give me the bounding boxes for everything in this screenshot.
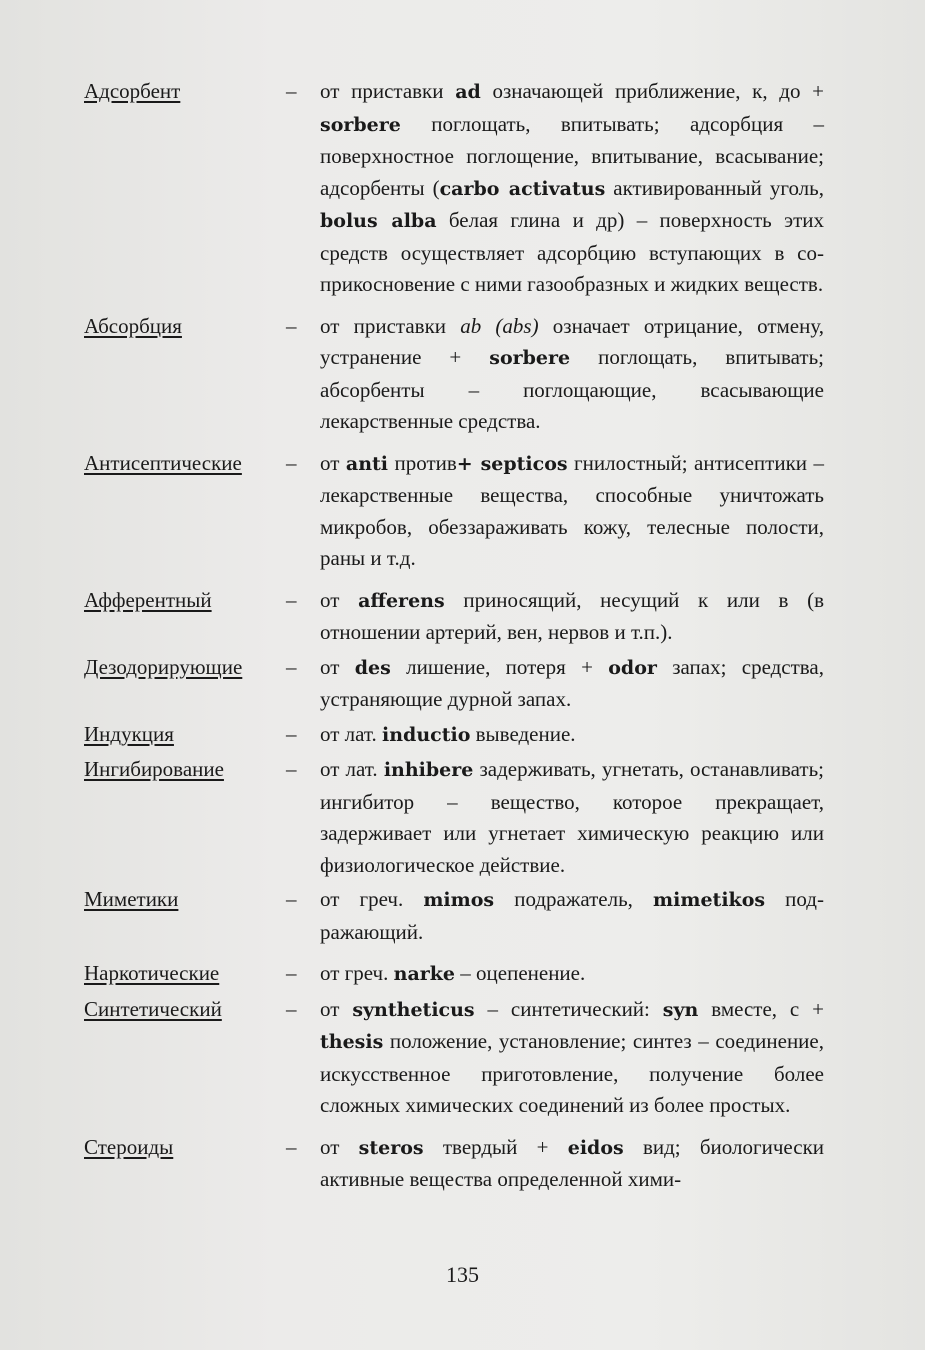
definition-text: вместе, с +	[698, 996, 824, 1021]
glossary-entry	[84, 448, 826, 575]
definition-text: запах; средства, устраняющие дурной запах.	[320, 654, 825, 711]
definition-text: против	[388, 450, 457, 475]
latin-term: ad	[455, 81, 481, 103]
glossary-entry	[84, 884, 826, 948]
glossary-entry	[84, 958, 826, 991]
definition-text: от греч.	[320, 887, 424, 911]
definition-text: поглощать, впитывать; адсорбция – поверхностное поглощение, впитывание, всасывание; адсорбенты (	[320, 111, 824, 200]
definition-text: от	[320, 450, 346, 475]
definition-text: от	[320, 587, 359, 612]
entry-definition	[320, 652, 824, 716]
entry-term: Синтетический	[84, 996, 222, 1021]
entry-spacer	[84, 301, 826, 311]
definition-text: активированный уголь,	[605, 175, 824, 200]
entry-term: Антисептические	[84, 450, 242, 475]
entry-spacer	[84, 575, 826, 585]
glossary-entry	[84, 311, 826, 438]
entry-term: Миметики	[84, 887, 179, 911]
entry-definition	[320, 76, 824, 301]
page-number: 135	[446, 1262, 479, 1287]
glossary-entry	[84, 585, 826, 649]
entry-definition	[320, 754, 824, 881]
definition-text: положение, установление; синтез – соединение, искусственное приготовление, получение более сложных химических соединений из более простых.	[320, 1029, 824, 1117]
latin-term: afferens	[358, 589, 445, 612]
entry-dash: –	[286, 654, 297, 679]
definition-text: от греч.	[320, 961, 394, 985]
entry-dash: –	[286, 961, 297, 985]
entry-term: Дезодорирующие	[84, 654, 243, 679]
entry-definition	[320, 994, 824, 1122]
definition-text: задерживать, угнетать, останавливать; ингибитор – вещество, которое прекращает, задерживает или угнетает химическую реакцию или физиологическое действие.	[320, 757, 824, 877]
entry-definition	[320, 1132, 824, 1196]
latin-term: des	[354, 656, 391, 679]
entry-term: Ингибирование	[84, 757, 224, 781]
entry-definition	[320, 958, 824, 991]
definition-text: поглощать, впитывать; абсорбенты – поглощающие, всасывающие лекарственные средства.	[320, 345, 825, 433]
glossary-entry	[84, 994, 826, 1122]
latin-term: anti	[345, 452, 389, 475]
entry-term: Стероиды	[84, 1134, 174, 1159]
latin-term: inductio	[382, 723, 471, 746]
definition-text: от лат.	[320, 721, 383, 746]
entry-definition	[320, 585, 824, 649]
entry-definition	[320, 448, 824, 575]
definition-text: белая глина и др) – поверхность этих средств осуществляет адсорбцию вступающих в соприкосновение с ними газообразных и жидких веществ.	[320, 208, 824, 296]
latin-term: syn	[662, 998, 699, 1021]
glossary-entry	[84, 754, 826, 881]
latin-term: bolus alba	[320, 210, 437, 232]
entry-dash: –	[286, 450, 297, 475]
latin-term: sorbere	[320, 113, 401, 136]
entry-term: Абсорбция	[84, 313, 182, 338]
definition-text: от приставки	[320, 313, 461, 338]
latin-term: thesis	[320, 1031, 384, 1053]
definition-text: лишение, потеря +	[390, 654, 609, 679]
entry-term: Афферентный	[84, 587, 212, 612]
entry-dash: –	[286, 721, 297, 746]
definition-text: от	[320, 996, 353, 1021]
entry-dash: –	[286, 587, 297, 612]
entry-spacer	[84, 1122, 826, 1132]
latin-prefix: ab (abs)	[460, 313, 539, 338]
entry-spacer	[84, 438, 826, 448]
entry-dash: –	[286, 887, 297, 911]
latin-term: eidos	[567, 1136, 624, 1159]
definition-text: подражающий.	[320, 887, 824, 944]
glossary-entry	[84, 719, 826, 752]
latin-term: syntheticus	[352, 998, 475, 1021]
glossary-entry	[84, 76, 826, 301]
entry-term: Индукция	[84, 721, 174, 746]
entry-dash: –	[286, 996, 297, 1021]
glossary-entry	[84, 652, 826, 716]
definition-text: вид; биологически активные вещества определенной хими-	[320, 1134, 825, 1191]
entry-dash: –	[286, 79, 297, 103]
latin-term: carbo activatus	[439, 177, 606, 200]
entry-spacer	[84, 948, 826, 958]
entry-term: Адсорбент	[84, 79, 181, 103]
definition-text: подражатель,	[494, 887, 654, 911]
definition-text: гнилостный; антисептики – лекарственные вещества, способные уничтожать микробов, обеззараживать кожу, телесные полости, раны и т.д.	[320, 450, 825, 570]
entry-term: Наркотические	[84, 961, 220, 985]
definition-text: от	[320, 1134, 359, 1159]
latin-term: mimos	[423, 889, 495, 911]
entry-dash: –	[286, 313, 297, 338]
entry-definition	[320, 311, 824, 438]
latin-term: + septicos	[456, 452, 568, 475]
definition-text: – оцепенение.	[455, 961, 586, 985]
entry-definition	[320, 719, 824, 752]
latin-term: sorbere	[489, 347, 571, 369]
latin-term: mimetikos	[653, 889, 766, 911]
definition-text: от	[320, 654, 355, 679]
definition-text: выведение.	[470, 721, 576, 746]
glossary-entry	[84, 1132, 826, 1196]
definition-text: приносящий, несущий к или в (в отношении артерий, вен, нервов и т.п.).	[320, 587, 824, 644]
definition-text: твердый +	[423, 1134, 568, 1159]
definition-text: – синтетический:	[474, 996, 663, 1021]
definition-text: означающей приближение, к, до +	[480, 79, 824, 103]
entry-dash: –	[286, 1134, 297, 1159]
definition-text: от приставки	[320, 79, 456, 103]
latin-term: steros	[358, 1136, 424, 1159]
entry-dash: –	[286, 757, 297, 781]
definition-text: означает отрицание, отмену, устранение +	[320, 313, 824, 369]
glossary-entries	[84, 76, 826, 1196]
latin-term: inhibere	[383, 759, 474, 781]
entry-definition	[320, 884, 824, 948]
latin-term: odor	[608, 656, 657, 679]
latin-term: narke	[393, 963, 456, 985]
definition-text: от лат.	[320, 757, 384, 781]
